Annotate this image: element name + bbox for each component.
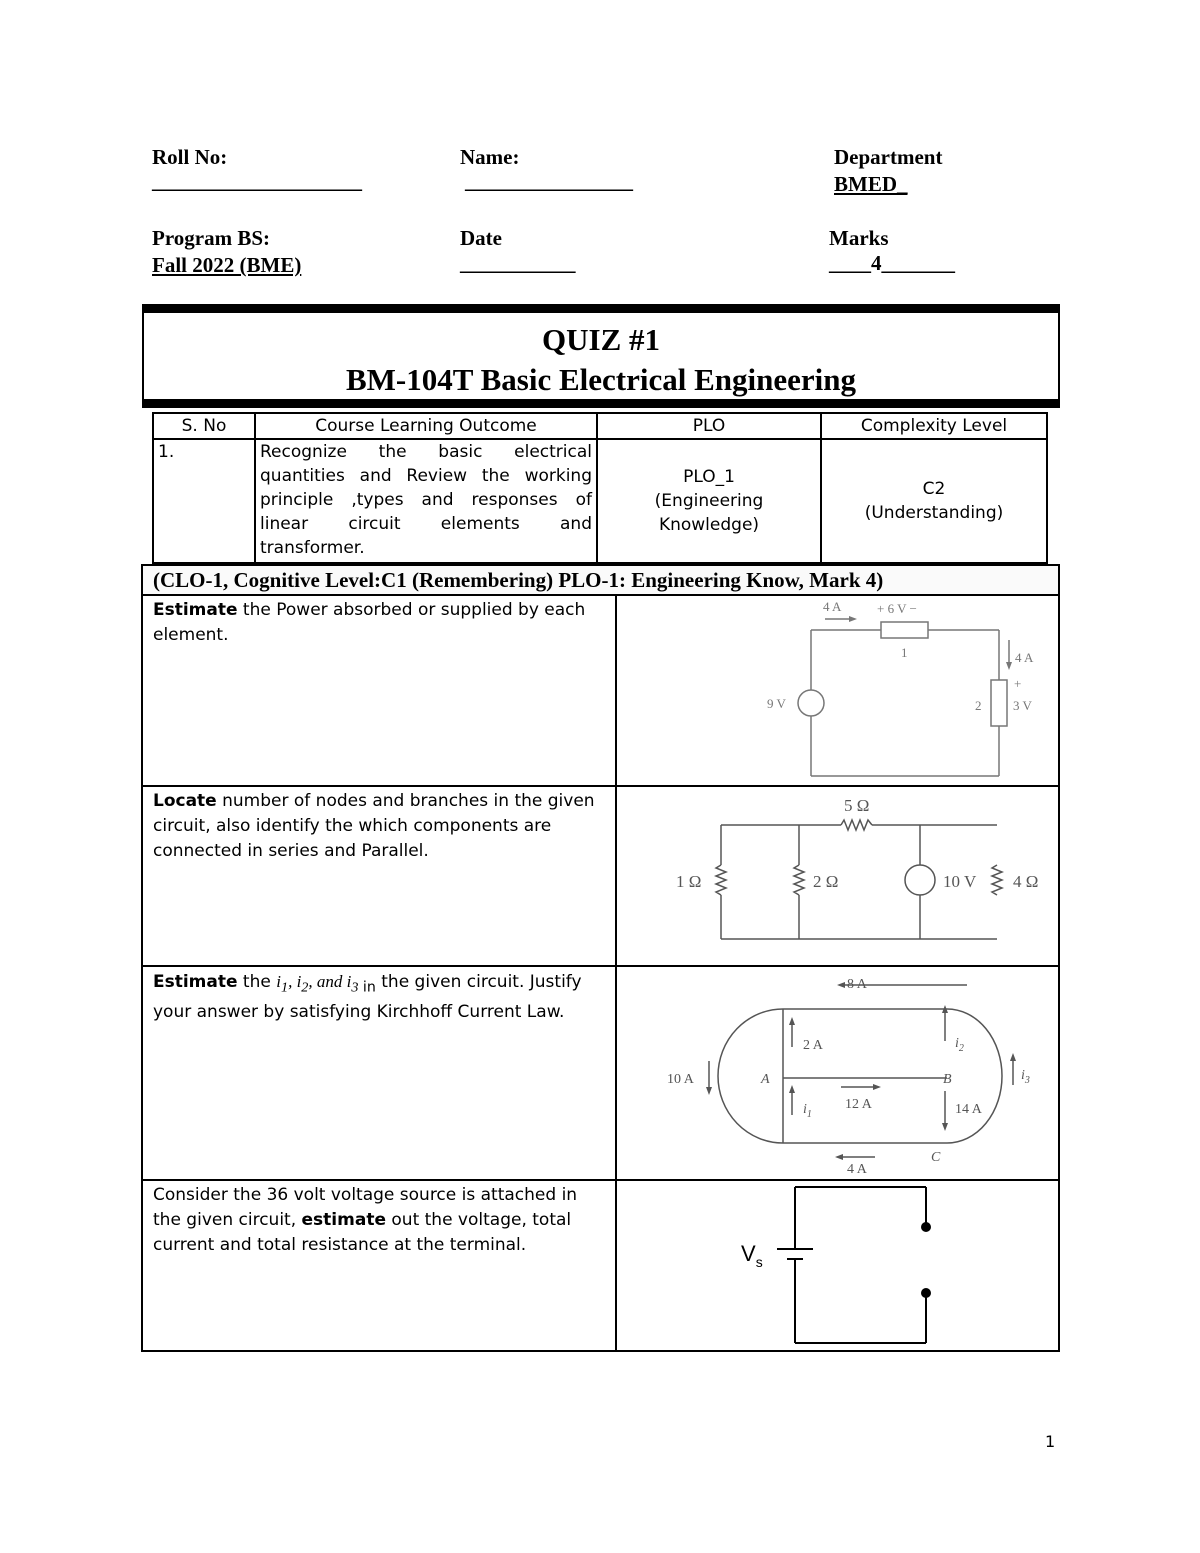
fig3-i3-sub: 3 (1024, 1075, 1030, 1086)
fig4-source-sub: s (755, 1254, 763, 1270)
question-1-figure-cell (616, 595, 1059, 786)
program-value (152, 252, 301, 279)
fig3-top-current: 8 A (847, 977, 867, 992)
fig3-i2 (955, 1036, 964, 1054)
plo-name: (Engineering Knowledge) (654, 491, 764, 535)
date-field[interactable]: ___________ (460, 251, 576, 275)
marks-label: Marks (829, 226, 889, 250)
question-row-3 (142, 966, 1059, 1180)
fig1-source-label: 9 V (767, 696, 786, 711)
plo-code: PLO_1 (683, 467, 735, 487)
question-4-body: out the voltage, total current and total resistance at the terminal. (153, 1210, 572, 1255)
questions-table (141, 564, 1060, 1352)
fig3-i1 (803, 1102, 812, 1120)
program-value-text: Fall 2022 (BME) (152, 253, 302, 277)
question-2-figure-cell (616, 786, 1059, 966)
questions-heading: (CLO-1, Cognitive Level:C1 (Remembering) PLO-1: Engineering Know, Mark 4) (142, 565, 1059, 595)
question-3-sub1: 1 (280, 979, 289, 996)
fig3-i2-var: i (955, 1036, 959, 1051)
department-value-text: BMED_ (834, 172, 908, 196)
question-3-comma1: , (288, 972, 297, 991)
circuit-diagram-2 (617, 787, 1058, 965)
fig4-source-var: V (741, 1241, 756, 1266)
plo-cell (597, 439, 821, 563)
sno-cell: 1. (153, 439, 255, 563)
fig2-r1: 1 Ω (676, 872, 702, 891)
roll-no-label: Roll No: (152, 145, 228, 169)
fig2-r-top: 5 Ω (844, 796, 870, 815)
fig3-mid-up-current: 2 A (803, 1038, 823, 1053)
fig3-left-current: 10 A (667, 1072, 694, 1087)
name-label: Name: (460, 145, 520, 169)
fig2-r4: 4 Ω (1013, 872, 1039, 891)
fig3-mid-right-current: 12 A (845, 1097, 872, 1112)
marks-value: ____4_______ (829, 251, 955, 275)
question-4-pre: Consider the 36 volt voltage source is attached in the given circuit, (153, 1185, 578, 1230)
question-3-pre: the (237, 972, 277, 992)
name-field[interactable]: ________________ (465, 169, 633, 193)
complexity-name: (Understanding) (864, 503, 1004, 523)
plo-header: PLO (597, 413, 821, 439)
question-3-verb: Estimate (153, 972, 238, 992)
fig3-i1-var: i (803, 1102, 807, 1117)
clo-table (152, 412, 1048, 564)
question-1-text (142, 595, 616, 786)
fig1-plus: + (1014, 676, 1022, 691)
fig1-element2-label: 2 (975, 698, 982, 713)
clo-cell: Recognize the basic electrical quantities and Review the working principle ,types and responses of linear circuit elements and transformer. (255, 439, 597, 563)
question-2-verb: Locate (153, 791, 217, 811)
question-3-var2: i (296, 972, 302, 991)
question-3-and: and (316, 972, 347, 991)
question-3-sub3: 3 (351, 979, 359, 996)
fig1-element1-label: 1 (901, 645, 908, 660)
fig4-source-label (741, 1241, 763, 1270)
course-title: BM-104T Basic Electrical Engineering (345, 362, 857, 397)
question-3-comma2: , (308, 972, 317, 991)
fig3-i3 (1021, 1068, 1030, 1086)
question-1-body: the Power absorbed or supplied by each element. (153, 600, 586, 645)
fig1-current-right: 4 A (1015, 650, 1034, 665)
question-1-verb: Estimate (153, 600, 238, 620)
page-number: 1 (1045, 1432, 1056, 1451)
circuit-diagram-3 (617, 967, 1058, 1179)
question-3-figure-cell (616, 966, 1059, 1180)
question-3-sub2: 2 (301, 979, 309, 996)
department-value (834, 171, 908, 198)
sno-header: S. No (153, 413, 255, 439)
question-row-1 (142, 595, 1059, 786)
question-row-4 (142, 1180, 1059, 1351)
fig3-node-a: A (761, 1072, 770, 1087)
program-label: Program BS: (152, 226, 271, 250)
complexity-code: C2 (922, 479, 946, 499)
complexity-header: Complexity Level (821, 413, 1047, 439)
fig1-element1-voltage: + 6 V − (877, 601, 917, 616)
fig3-i2-sub: 2 (958, 1043, 964, 1054)
terminal-top-icon (921, 1222, 931, 1232)
fig1-current-top: 4 A (823, 599, 842, 614)
question-3-in: in (358, 979, 376, 996)
title-top-rule (142, 304, 1060, 313)
question-4-figure-cell (616, 1180, 1059, 1351)
question-4-verb: estimate (301, 1210, 386, 1230)
clo-header: Course Learning Outcome (255, 413, 597, 439)
question-4-text (142, 1180, 616, 1351)
question-3-text (142, 966, 616, 1180)
fig3-i3-var: i (1021, 1068, 1025, 1083)
fig3-node-c: C (931, 1150, 941, 1165)
circuit-diagram-1 (617, 596, 1058, 785)
circuit-diagram-4 (617, 1181, 1058, 1350)
question-2-body: number of nodes and branches in the given circuit, also identify the which components are connected in series and Parallel. (153, 791, 595, 861)
fig1-element2-voltage: 3 V (1013, 698, 1032, 713)
department-label: Department (834, 145, 943, 169)
fig3-node-b: B (943, 1072, 952, 1087)
question-3-body: the given circuit. Justify your answer by satisfying Kirchhoff Current Law. (153, 972, 582, 1023)
fig2-source: 10 V (943, 872, 977, 891)
clo-table-header (153, 413, 1047, 439)
fig2-r2: 2 Ω (813, 872, 839, 891)
fig3-right-current: 14 A (955, 1102, 982, 1117)
question-3-var1: i (276, 972, 281, 991)
roll-no-field[interactable]: ____________________ (152, 169, 362, 193)
complexity-cell (821, 439, 1047, 563)
question-3-var3: i (346, 972, 352, 991)
fig3-i1-sub: 1 (806, 1109, 812, 1120)
fig3-bottom-current: 4 A (847, 1162, 867, 1177)
table-row (153, 439, 1047, 563)
date-label: Date (460, 226, 502, 250)
terminal-bottom-icon (921, 1288, 931, 1298)
question-row-2 (142, 786, 1059, 966)
question-2-text (142, 786, 616, 966)
title-bottom-rule (142, 399, 1060, 408)
title-box (142, 313, 1060, 399)
quiz-title: QUIZ #1 (542, 322, 660, 357)
